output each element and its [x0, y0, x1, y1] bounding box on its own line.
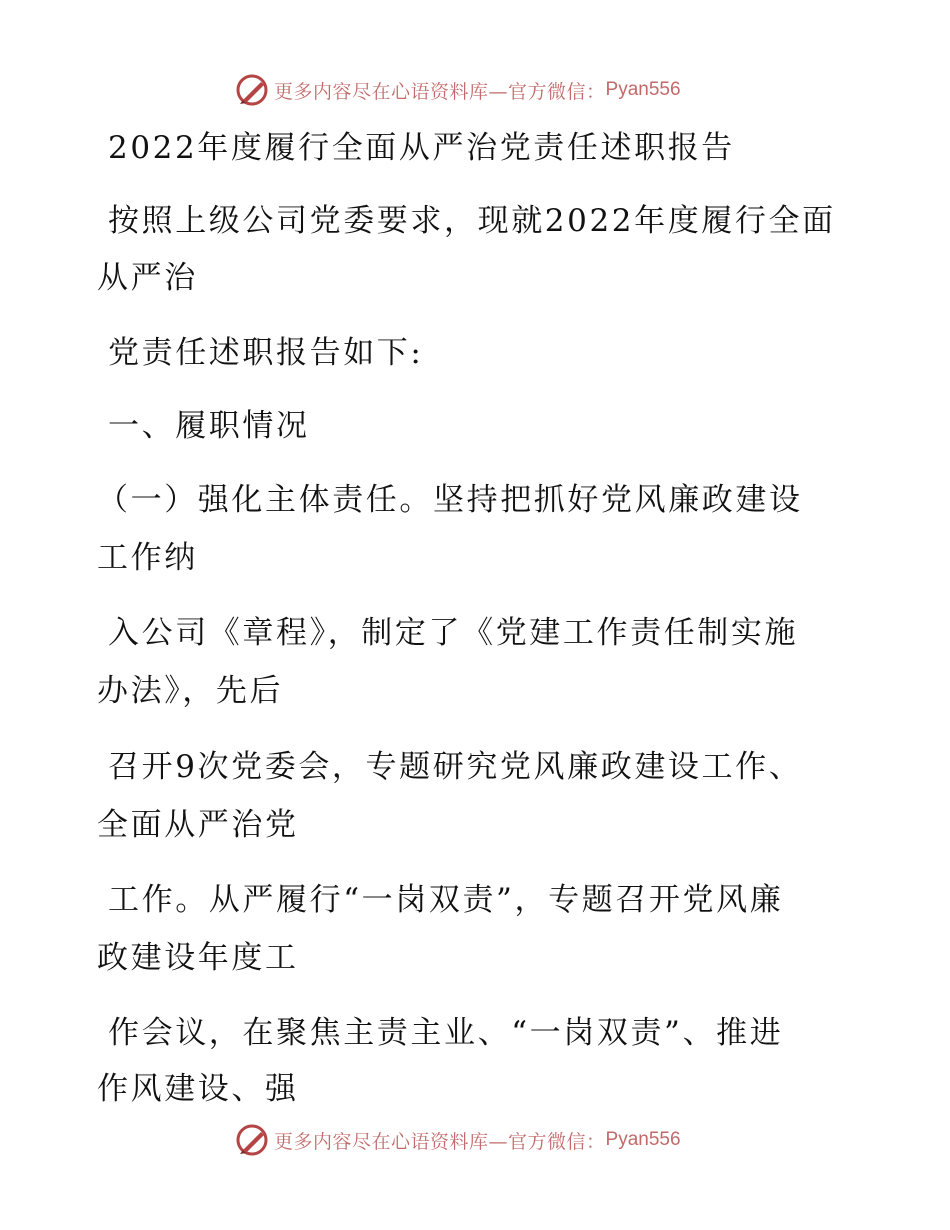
section-heading: 一、履职情况 — [108, 408, 310, 444]
body-line: 党责任述职报告如下: — [108, 335, 424, 371]
body-line: 工作。从严履行“一岗双责”，专题召开党风廉 — [108, 882, 784, 918]
body-line: 按照上级公司党委要求，现就2022年度履行全面 — [108, 203, 836, 239]
body-line: 作风建设、强 — [97, 1071, 299, 1107]
body-line: 政建设年度工 — [97, 940, 299, 976]
body-line: 召开9次党委会，专题研究党风廉政建设工作、 — [108, 749, 803, 785]
document-title: 2022年度履行全面从严治党责任述职报告 — [108, 130, 735, 166]
body-line: 全面从严治党 — [97, 807, 299, 843]
body-line: （一）强化主体责任。坚持把抓好党风廉政建设 — [97, 482, 803, 518]
watermark-header — [234, 72, 681, 108]
watermark-text: 更多内容尽在心语资料库—官方微信： — [274, 80, 606, 103]
body-line: 从严治 — [97, 260, 198, 296]
body-line: 工作纳 — [97, 540, 198, 576]
body-line: 作会议，在聚焦主责主业、“一岗双责”、推进 — [108, 1015, 784, 1051]
watermark-wechat-id: Pyan556 — [605, 1129, 681, 1150]
watermark-wechat-id: Pyan556 — [605, 79, 681, 100]
watermark-footer — [234, 1122, 681, 1158]
watermark-text: 更多内容尽在心语资料库—官方微信： — [274, 1130, 606, 1153]
body-line: 入公司《章程》，制定了《党建工作责任制实施 — [108, 615, 799, 651]
pen-logo-icon — [234, 1122, 270, 1158]
pen-logo-icon — [234, 72, 270, 108]
body-line: 办法》，先后 — [97, 673, 284, 709]
